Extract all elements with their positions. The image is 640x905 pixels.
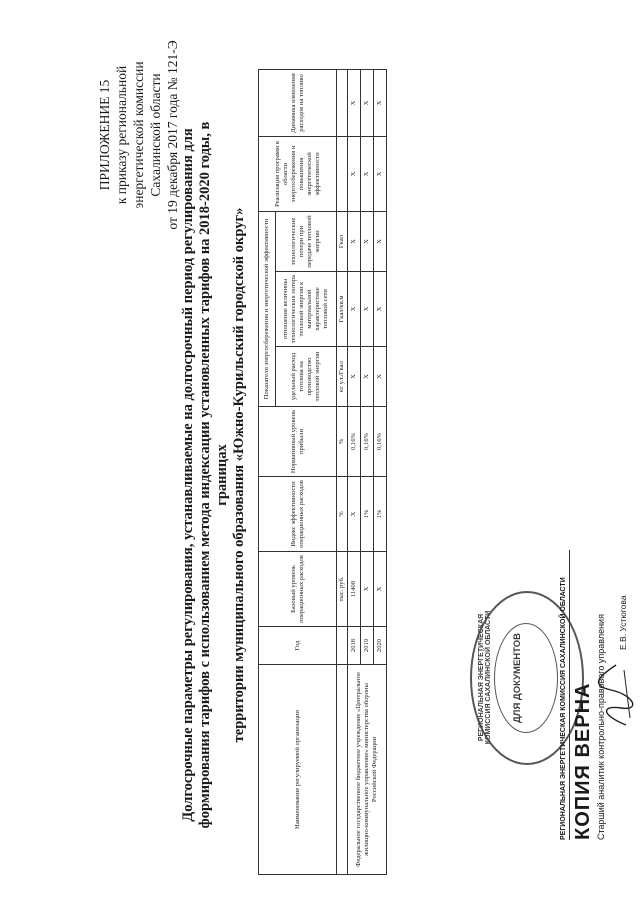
- cell-dynamics: X: [348, 69, 361, 136]
- cell-ratio: X: [361, 272, 374, 347]
- col-year-header: Год: [259, 627, 337, 665]
- parameters-table: [258, 69, 387, 875]
- signature-icon: [596, 660, 636, 730]
- unit-base: тыс. руб.: [337, 552, 348, 627]
- cell-year: 2020: [374, 627, 387, 665]
- cell-year: 2019: [361, 627, 374, 665]
- copy-title: КОПИЯ ВЕРНА: [572, 682, 594, 840]
- col-base-header: Базовый уровень операционных расходов: [259, 552, 337, 627]
- certified-copy-stamp: [560, 550, 628, 840]
- copy-signer-name: Е.В. Устюгова: [618, 595, 628, 650]
- col-profit-header: Нормативный уровень прибыли: [259, 407, 337, 477]
- cell-dynamics: X: [361, 69, 374, 136]
- col-program-header: Реализация программ в области энергосбережения и повышения энергетической эффективности: [259, 136, 337, 211]
- cell-base: X: [374, 552, 387, 627]
- appendix-line: от 19 декабря 2017 года № 121-Э: [165, 40, 180, 230]
- document-title: [180, 105, 248, 845]
- title-line: территории муниципального образования «Южно-Курильский городской округ»: [231, 207, 247, 743]
- cell-program: X: [348, 136, 361, 211]
- units-empty: [337, 627, 348, 665]
- cell-fuel: X: [348, 347, 361, 407]
- cell-fuel: X: [374, 347, 387, 407]
- units-empty: [337, 69, 348, 136]
- cell-base: X: [361, 552, 374, 627]
- units-empty: [337, 665, 348, 875]
- col-index-header: Индекс эффективности операционных расходов: [259, 477, 337, 552]
- unit-index: %: [337, 477, 348, 552]
- appendix-line: ПРИЛОЖЕНИЕ 15: [97, 79, 112, 191]
- header-row-1: [259, 69, 276, 874]
- cell-fuel: X: [361, 347, 374, 407]
- col-org-header: Наименование регулируемой организации: [259, 665, 337, 875]
- title-line: формирования тарифов с использованием метода индексации установленных тарифов на 2018-2020 годы, в границах: [197, 121, 230, 829]
- cell-ratio: X: [374, 272, 387, 347]
- col-dynamics-header: Динамика изменения расходов на топливо: [259, 69, 337, 136]
- unit-ratio: Гкал/кв.м: [337, 272, 348, 347]
- stamp-center-text: ДЛЯ ДОКУМЕНТОВ: [512, 633, 523, 723]
- units-empty: [337, 136, 348, 211]
- cell-dynamics: X: [374, 69, 387, 136]
- cell-ratio: X: [348, 272, 361, 347]
- cell-year: 2018: [348, 627, 361, 665]
- cell-losses: X: [374, 211, 387, 271]
- col-losses-header: технологические потери при передаче тепловой энергии: [276, 211, 337, 271]
- unit-fuel: кг у.т./Гкал: [337, 347, 348, 407]
- cell-index: 1%: [361, 477, 374, 552]
- org-name-cell: Федеральное государственное бюджетное учреждение «Центральное жилищно-коммунальное управление» министерства обороны Российской Федерации: [348, 665, 387, 875]
- cell-losses: X: [348, 211, 361, 271]
- cell-losses: X: [361, 211, 374, 271]
- appendix-block: [96, 25, 181, 245]
- cell-program: X: [361, 136, 374, 211]
- unit-losses: Гкал: [337, 211, 348, 271]
- copy-role: Старший аналитик контрольно-правового управления: [596, 614, 606, 840]
- unit-profit: %: [337, 407, 348, 477]
- copy-org: РЕГИОНАЛЬНАЯ ЭНЕРГЕТИЧЕСКАЯ КОМИССИЯ САХАЛИНСКОЙ ОБЛАСТИ: [560, 550, 570, 840]
- title-line: Долгосрочные параметры регулирования, устанавливаемые на долгосрочный период регулирования для: [180, 128, 196, 822]
- cell-profit: 0,16%: [374, 407, 387, 477]
- cell-program: X: [374, 136, 387, 211]
- energy-group-header: Показатели энергосбережения и энергетической эффективности: [259, 211, 276, 406]
- cell-base: 11408: [348, 552, 361, 627]
- stamp-ring-text: РЕГИОНАЛЬНАЯ ЭНЕРГЕТИЧЕСКАЯ КОМИССИЯ САХАЛИНСКОЙ ОБЛАСТИ: [478, 610, 492, 745]
- table-row: [348, 69, 361, 874]
- units-row: [337, 69, 348, 874]
- appendix-line: к приказу региональной: [114, 65, 129, 205]
- col-ratio-header: отношение величины технологических потерь тепловой энергии к материальной характеристике тепловой сети: [276, 272, 337, 347]
- cell-index: X: [348, 477, 361, 552]
- cell-profit: 0,16%: [348, 407, 361, 477]
- stamp-inner-ring: [494, 623, 558, 733]
- cell-index: 1%: [374, 477, 387, 552]
- appendix-line: Сахалинской области: [148, 73, 163, 197]
- cell-profit: 0,16%: [361, 407, 374, 477]
- col-fuel-header: удельный расход топлива на производство тепловой энергии: [276, 347, 337, 407]
- appendix-line: энергетической комиссии: [131, 61, 146, 209]
